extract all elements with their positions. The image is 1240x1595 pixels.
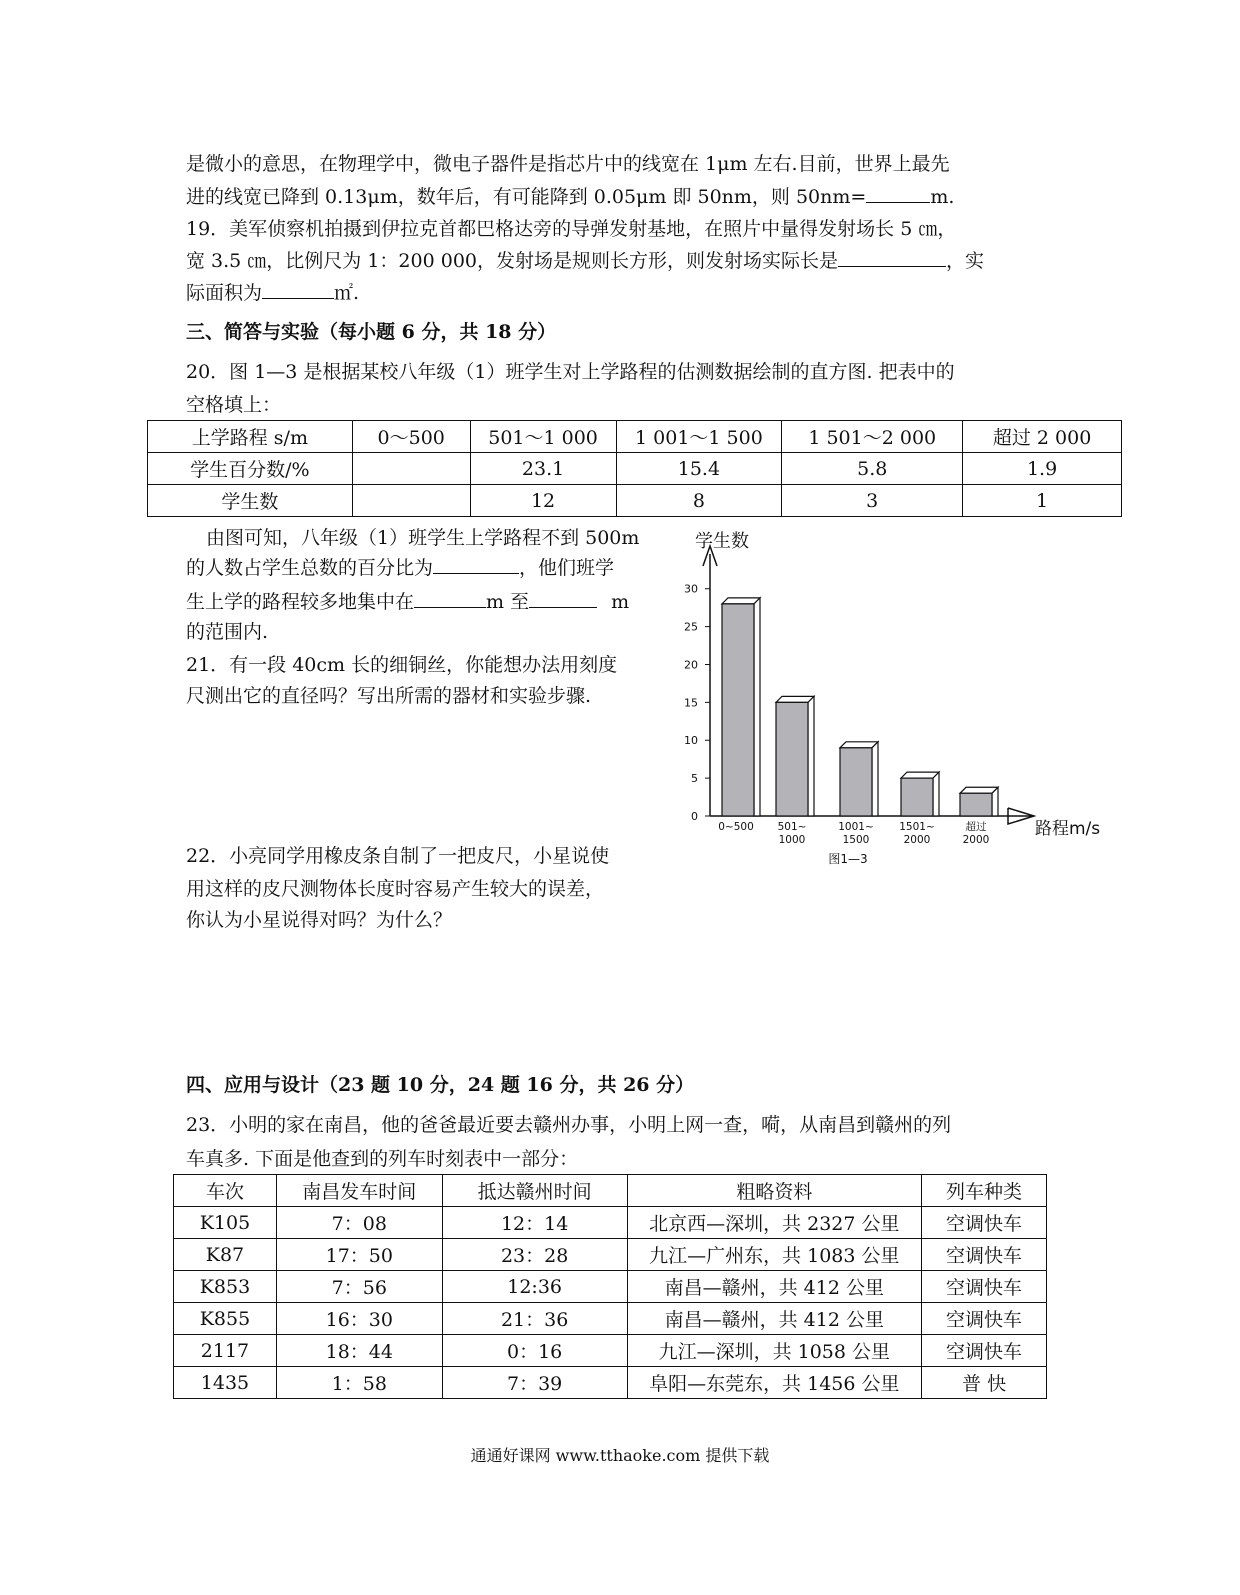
table-cell: 7：39 [442, 1367, 627, 1399]
table-cell: 1435 [174, 1367, 277, 1399]
table-row [174, 1367, 1047, 1399]
footer-credit: 通通好课网 www.tthaoke.com 提供下载 [470, 1446, 770, 1465]
bar [722, 604, 754, 816]
answer-cell[interactable] [352, 485, 470, 517]
table-cell: 九江—深圳，共 1058 公里 [627, 1335, 922, 1367]
histogram-chart [672, 524, 1122, 869]
table-row [148, 421, 1122, 453]
table-header-row [174, 1175, 1047, 1207]
table-cell: 学生百分数/% [148, 453, 353, 485]
q21-line2: 尺测出它的直径吗？写出所需的器材和实验步骤. [186, 685, 592, 707]
table-cell: 18：44 [276, 1335, 442, 1367]
q19-line2 [186, 245, 984, 277]
table-cell: 16：30 [276, 1303, 442, 1335]
table-cell: 1 [963, 485, 1122, 517]
y-tick-label: 10 [684, 734, 698, 748]
q19-text: 宽 3.5 ㎝，比例尺为 1：200 000，发射场是规则长方形，则发射场实际长是 [186, 250, 838, 272]
y-tick-label: 25 [684, 620, 698, 634]
q19-text-tail: ，实 [946, 250, 985, 272]
q18-unit: m. [930, 186, 955, 208]
y-tick-label: 0 [691, 810, 698, 823]
bar-side [754, 598, 760, 816]
x-tick-label: 1001~ [838, 821, 874, 833]
q20-para3 [186, 586, 629, 618]
table-cell: 7：56 [276, 1271, 442, 1303]
q19-area-text: 际面积为 [186, 282, 263, 304]
table-cell: 九江—广州东，共 1083 公里 [627, 1239, 922, 1271]
table-cell: 8 [616, 485, 782, 517]
column-header: 粗略资料 [627, 1175, 922, 1207]
y-tick-label: 5 [691, 772, 698, 786]
q19-area-unit: ㎡. [334, 282, 360, 304]
table-cell: 1：58 [276, 1367, 442, 1399]
q23-line2: 车真多. 下面是他查到的列车时刻表中一部分： [186, 1148, 579, 1170]
q20-para2-text: 的人数占学生总数的百分比为 [186, 557, 434, 579]
table-cell: 7：08 [276, 1207, 442, 1239]
q19-area-blank[interactable] [262, 278, 334, 299]
q19-line3 [186, 277, 359, 309]
table-cell: 15.4 [616, 453, 782, 485]
column-header: 列车种类 [922, 1175, 1047, 1207]
q18-answer-blank[interactable] [866, 182, 930, 203]
distance-table [147, 420, 1122, 517]
table-cell: K87 [174, 1239, 277, 1271]
table-cell: 阜阳—东莞东，共 1456 公里 [627, 1367, 922, 1399]
table-cell: K105 [174, 1207, 277, 1239]
q22-line1: 22．小亮同学用橡皮条自制了一把皮尺，小星说使 [186, 845, 610, 867]
q20-para4: 的范围内. [186, 621, 269, 643]
q20-range-end-blank[interactable] [529, 587, 597, 608]
table-cell: 学生数 [148, 485, 353, 517]
q23-line1: 23．小明的家在南昌，他的爸爸最近要去赣州办事，小明上网一查，嗬，从南昌到赣州的列 [186, 1114, 952, 1136]
bar-side [872, 742, 878, 816]
q18-line1: 是微小的意思，在物理学中，微电子器件是指芯片中的线宽在 1μm 左右.目前，世界上最先 [186, 153, 950, 175]
q20-range-start-blank[interactable] [414, 587, 486, 608]
x-tick-label: 2000 [962, 834, 990, 846]
answer-cell[interactable] [352, 453, 470, 485]
table-cell: 23.1 [470, 453, 616, 485]
table-cell: 0～500 [352, 421, 470, 453]
table-cell: 1.9 [963, 453, 1122, 485]
x-tick-label: 超过 [965, 821, 987, 833]
table-cell: 普 快 [922, 1367, 1047, 1399]
section3-title: 三、简答与实验（每小题 6 分，共 18 分） [186, 321, 557, 343]
y-tick-label: 30 [684, 582, 698, 596]
bar [901, 778, 933, 816]
bar [840, 748, 872, 816]
train-timetable [173, 1174, 1047, 1399]
x-tick-label: 1000 [778, 834, 806, 846]
table-cell: 空调快车 [922, 1271, 1047, 1303]
table-cell: 17：50 [276, 1239, 442, 1271]
table-cell: 南昌—赣州，共 412 公里 [627, 1271, 922, 1303]
q20-para2-tail: ，他们班学 [519, 557, 615, 579]
q20-para2 [186, 552, 614, 584]
q20-para3-unit: m [611, 591, 630, 613]
table-row [174, 1239, 1047, 1271]
chart-caption: 图1—3 [828, 852, 868, 866]
table-cell: 12 [470, 485, 616, 517]
table-cell: 3 [782, 485, 963, 517]
column-header: 车次 [174, 1175, 277, 1207]
table-cell: 501～1 000 [470, 421, 616, 453]
q22-line2: 用这样的皮尺测物体长度时容易产生较大的误差， [186, 878, 605, 900]
x-axis-label: 路程m/s [1035, 819, 1101, 839]
column-header: 南昌发车时间 [276, 1175, 442, 1207]
bar [960, 793, 992, 816]
table-row [148, 485, 1122, 517]
table-cell: 空调快车 [922, 1335, 1047, 1367]
q20-percent-blank[interactable] [433, 553, 519, 574]
y-tick-label: 20 [684, 658, 698, 672]
table-cell: 21：36 [442, 1303, 627, 1335]
q18-text: 进的线宽已降到 0.13μm，数年后，有可能降到 0.05μm 即 50nm，则 50nm= [186, 186, 867, 208]
bar-side [992, 787, 998, 816]
table-cell: 12:36 [442, 1271, 627, 1303]
x-tick-label: 0~500 [718, 821, 754, 833]
x-tick-label: 1501~ [899, 821, 935, 833]
table-cell: 北京西—深圳，共 2327 公里 [627, 1207, 922, 1239]
q22-line3: 你认为小星说得对吗？为什么？ [186, 909, 453, 931]
q18-line2 [186, 181, 954, 213]
table-cell: 空调快车 [922, 1207, 1047, 1239]
table-cell: 1 001～1 500 [616, 421, 782, 453]
table-cell: 12：14 [442, 1207, 627, 1239]
q20-line1: 20．图 1—3 是根据某校八年级（1）班学生对上学路程的估测数据绘制的直方图. 把表中的 [186, 361, 955, 383]
x-tick-label: 1500 [842, 834, 870, 846]
table-cell: 2117 [174, 1335, 277, 1367]
bar-side [933, 772, 939, 816]
table-row [174, 1271, 1047, 1303]
table-cell: 空调快车 [922, 1239, 1047, 1271]
table-row [174, 1207, 1047, 1239]
q20-para3-mid: m 至 [486, 591, 530, 613]
table-cell: 超过 2 000 [963, 421, 1122, 453]
q19-length-blank[interactable] [838, 246, 946, 267]
x-tick-label: 501~ [777, 821, 807, 833]
table-cell: 上学路程 s/m [148, 421, 353, 453]
column-header: 抵达赣州时间 [442, 1175, 627, 1207]
bar-side [808, 696, 814, 816]
q19-line1: 19．美军侦察机拍摄到伊拉克首都巴格达旁的导弹发射基地，在照片中量得发射场长 5 ㎝， [186, 218, 957, 240]
table-cell: 5.8 [782, 453, 963, 485]
table-row [174, 1303, 1047, 1335]
table-cell: K853 [174, 1271, 277, 1303]
table-cell: 0：16 [442, 1335, 627, 1367]
table-cell: 空调快车 [922, 1303, 1047, 1335]
bar [776, 702, 808, 816]
table-row [174, 1335, 1047, 1367]
y-tick-label: 15 [684, 696, 698, 710]
q20-para1: 由图可知，八年级（1）班学生上学路程不到 500m [206, 527, 640, 549]
q20-para3-text: 生上学的路程较多地集中在 [186, 591, 415, 613]
table-cell: 23：28 [442, 1239, 627, 1271]
q21-line1: 21．有一段 40cm 长的细铜丝，你能想办法用刻度 [186, 654, 618, 676]
q20-line2: 空格填上： [186, 394, 282, 416]
table-cell: 1 501～2 000 [782, 421, 963, 453]
table-cell: 南昌—赣州，共 412 公里 [627, 1303, 922, 1335]
section4-title: 四、应用与设计（23 题 10 分，24 题 16 分，共 26 分） [186, 1074, 695, 1096]
table-row [148, 453, 1122, 485]
x-tick-label: 2000 [903, 834, 931, 846]
table-cell: K855 [174, 1303, 277, 1335]
y-axis-label: 学生数 [695, 531, 749, 552]
